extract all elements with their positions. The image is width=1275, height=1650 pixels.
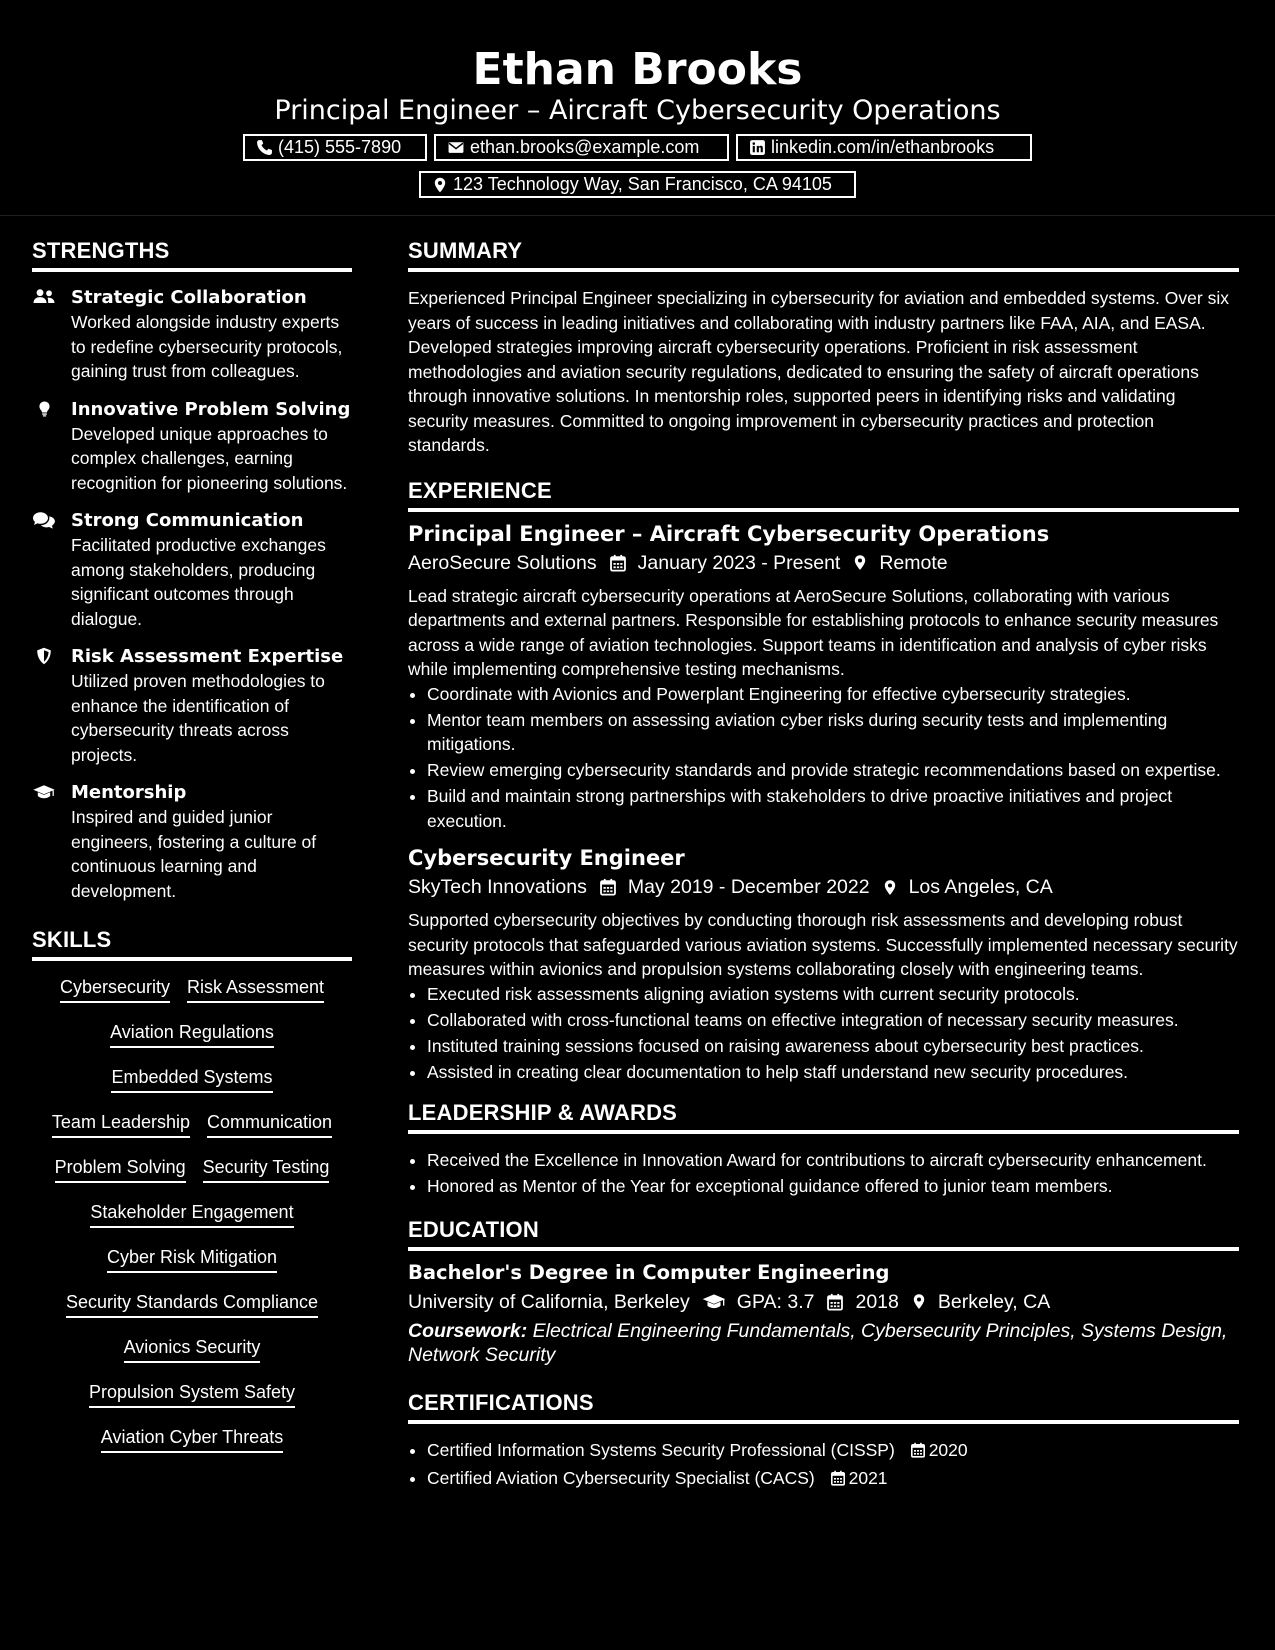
strength-item [32, 398, 352, 496]
address-text: 123 Technology Way, San Francisco, CA 94105 [453, 174, 832, 194]
skill-row [32, 1065, 352, 1110]
certification-name: Certified Information Systems Security Professional (CISSP) [427, 1439, 895, 1460]
job-title: Cybersecurity Engineer [408, 846, 685, 870]
map-pin-icon [911, 1292, 927, 1311]
phone-text: (415) 555-7890 [278, 137, 402, 157]
strength-desc: Developed unique approaches to complex challenges, earning recognition for pioneering solutions. [71, 423, 348, 493]
job-meta [408, 872, 1239, 902]
list-item: • Executed risk assessments aligning aviation systems with current security protocols. [427, 982, 1239, 1007]
education-meta [408, 1287, 1239, 1317]
list-item [427, 1438, 1239, 1465]
skill-row [32, 1380, 352, 1425]
gpa: GPA: 3.7 [736, 1290, 815, 1313]
calendar-icon [830, 1468, 846, 1493]
school-name: University of California, Berkeley [408, 1290, 690, 1313]
calendar-icon [599, 878, 617, 896]
calendar-icon [826, 1293, 844, 1311]
skill-tag: Aviation Regulations [110, 1020, 274, 1048]
skill-tag: Stakeholder Engagement [90, 1200, 293, 1228]
strength-desc: Utilized proven methodologies to enhance the identification of cybersecurity threats across projects. [71, 671, 325, 765]
job-meta [408, 548, 1239, 578]
skill-tag: Avionics Security [124, 1335, 261, 1363]
skill-tag: Cyber Risk Mitigation [107, 1245, 277, 1273]
users-icon [32, 288, 56, 308]
candidate-name: Ethan Brooks [472, 44, 803, 95]
strength-desc: Facilitated productive exchanges among stakeholders, producing significant outcomes through dialogue. [71, 535, 326, 629]
strength-desc: Worked alongside industry experts to redefine cybersecurity protocols, gaining trust from colleagues. [71, 312, 343, 381]
left-column [32, 236, 352, 1470]
strength-desc: Inspired and guided junior engineers, fostering a culture of continuous learning and development. [71, 807, 317, 901]
skill-tag: Security Testing [203, 1155, 330, 1183]
skill-tag: Team Leadership [52, 1110, 190, 1138]
lightbulb-icon [32, 400, 56, 420]
coursework-label: Coursework: [408, 1319, 528, 1342]
job-location: Remote [879, 551, 948, 574]
graduation-cap-icon [702, 1292, 726, 1311]
coursework-list: Electrical Engineering Fundamentals, Cybersecurity Principles, Systems Design, Network Security [408, 1319, 1228, 1366]
job-entry [408, 844, 1239, 1084]
skill-row [32, 1245, 352, 1290]
skill-tag: Security Standards Compliance [66, 1290, 318, 1318]
strength-title: Strategic Collaboration [71, 287, 307, 308]
strength-item [32, 781, 352, 903]
address-contact[interactable] [419, 171, 856, 198]
candidate-title: Principal Engineer – Aircraft Cybersecurity Operations [274, 95, 1001, 126]
linkedin-text: linkedin.com/in/ethanbrooks [771, 137, 995, 157]
map-pin-icon [852, 553, 868, 572]
job-title: Principal Engineer – Aircraft Cybersecurity Operations [408, 521, 1050, 546]
list-item: • Received the Excellence in Innovation Award for contributions to aircraft cybersecurity enhancement. [427, 1148, 1239, 1173]
calendar-icon [910, 1440, 926, 1465]
list-item: • Assisted in creating clear documentation to help staff understand new security procedures. [427, 1060, 1239, 1085]
phone-contact[interactable] [243, 134, 427, 161]
job-description: Lead strategic aircraft cybersecurity operations at AeroSecure Solutions, collaborating with various departments and external partners. Responsible for establishing protocols to enhance security measures across a wide range of aviation technologies. Support teams in identification and analysis of cyber risks while implementing comprehensive testing mechanisms. [408, 585, 1219, 679]
skill-tag: Problem Solving [55, 1155, 186, 1183]
skill-tag: Communication [207, 1110, 332, 1138]
list-item: • Instituted training sessions focused on raising awareness about cybersecurity best practices. [427, 1034, 1239, 1059]
job-dates: May 2019 - December 2022 [627, 876, 870, 898]
strength-item [32, 286, 352, 384]
skill-tag: Cybersecurity [60, 975, 170, 1003]
skill-row [32, 1425, 352, 1470]
certification-year: 2020 [928, 1439, 968, 1460]
strength-title: Risk Assessment Expertise [71, 646, 344, 667]
strength-title: Innovative Problem Solving [71, 398, 351, 420]
company-name: SkyTech Innovations [408, 876, 587, 898]
graduation-year: 2018 [855, 1290, 899, 1313]
job-bullets [408, 682, 1239, 834]
list-item: • Build and maintain strong partnerships with stakeholders to drive proactive initiatives and project execution. [427, 784, 1239, 833]
strength-item [32, 645, 352, 767]
certification-year: 2021 [848, 1467, 888, 1488]
certifications-heading: CERTIFICATIONS [408, 1388, 1239, 1424]
email-text: ethan.brooks@example.com [470, 137, 700, 157]
phone-icon [256, 139, 273, 156]
strengths-heading: STRENGTHS [32, 236, 352, 272]
contact-row [0, 171, 1275, 198]
strength-title: Mentorship [71, 782, 187, 803]
leadership-bullets [408, 1148, 1239, 1199]
coursework [408, 1319, 1239, 1368]
skill-tag: Risk Assessment [187, 975, 324, 1003]
skill-row [32, 1020, 352, 1065]
skill-row [32, 975, 352, 1020]
job-description: Supported cybersecurity objectives by conducting thorough risk assessments and developing robust security protocols that safeguarded various aviation systems. Successfully implemented necessary security measures within avionics and propulsion systems collaborating closely with engineering teams. [408, 910, 1238, 979]
strength-item [32, 509, 352, 631]
list-item: • Review emerging cybersecurity standards and provide strategic recommendations based on expertise. [427, 758, 1239, 783]
right-column [408, 236, 1239, 1494]
job-entry [408, 520, 1239, 834]
skills-heading: SKILLS [32, 925, 352, 961]
skill-tag: Embedded Systems [111, 1065, 272, 1093]
linkedin-icon [749, 139, 766, 156]
job-dates: January 2023 - Present [637, 551, 841, 574]
summary-text: Experienced Principal Engineer specializing in cybersecurity for aviation and embedded systems. Over six years of success in leading initiatives and collaborating with industry partners like FAA, AIA, and EASA. Developed strategies improving aircraft cybersecurity operations. Proficient in risk assessment methodologies and aviation security regulations, dedicated to ensuring the safety of aircraft operations through innovative solutions. In mentorship roles, supported peers in identifying risks and validating security measures. Committed to ongoing improvement in cybersecurity practices and protection standards. [408, 288, 1229, 455]
education-heading: EDUCATION [408, 1215, 1239, 1251]
school-location: Berkeley, CA [937, 1290, 1051, 1313]
job-bullets [408, 982, 1239, 1085]
skill-row [32, 1110, 352, 1155]
job-location: Los Angeles, CA [908, 876, 1053, 898]
certification-name: Certified Aviation Cybersecurity Specialist (CACS) [427, 1467, 815, 1488]
list-item: • Collaborated with cross-functional teams on effective integration of necessary security measures. [427, 1008, 1239, 1033]
list-item: • Coordinate with Avionics and Powerplant Engineering for effective cybersecurity strategies. [427, 682, 1239, 707]
email-contact[interactable] [434, 134, 729, 161]
skill-tag: Aviation Cyber Threats [101, 1425, 283, 1453]
summary-heading: SUMMARY [408, 236, 1239, 272]
experience-heading: EXPERIENCE [408, 476, 1239, 512]
envelope-icon [447, 139, 465, 156]
calendar-icon [609, 554, 627, 572]
map-pin-icon [882, 878, 898, 897]
skill-row [32, 1290, 352, 1335]
skill-row [32, 1200, 352, 1245]
certification-list [408, 1438, 1239, 1493]
shield-icon [32, 647, 56, 667]
strength-title: Strong Communication [71, 510, 304, 531]
resume-header [0, 0, 1275, 216]
skills-list [32, 975, 352, 1470]
leadership-heading: LEADERSHIP & AWARDS [408, 1098, 1239, 1134]
skill-tag: Propulsion System Safety [89, 1380, 295, 1408]
map-pin-icon [432, 176, 448, 194]
comments-icon [32, 511, 56, 531]
degree-title: Bachelor's Degree in Computer Engineering [408, 1260, 890, 1284]
graduation-cap-icon [32, 783, 56, 803]
company-name: AeroSecure Solutions [408, 551, 597, 574]
list-item: • Mentor team members on assessing aviation cyber risks during security tests and implementing mitigations. [427, 708, 1239, 757]
list-item [427, 1466, 1239, 1493]
contact-row [0, 134, 1275, 161]
list-item: • Honored as Mentor of the Year for exceptional guidance offered to junior team members. [427, 1174, 1239, 1199]
skill-row [32, 1155, 352, 1200]
skill-row [32, 1335, 352, 1380]
linkedin-contact[interactable] [736, 134, 1032, 161]
